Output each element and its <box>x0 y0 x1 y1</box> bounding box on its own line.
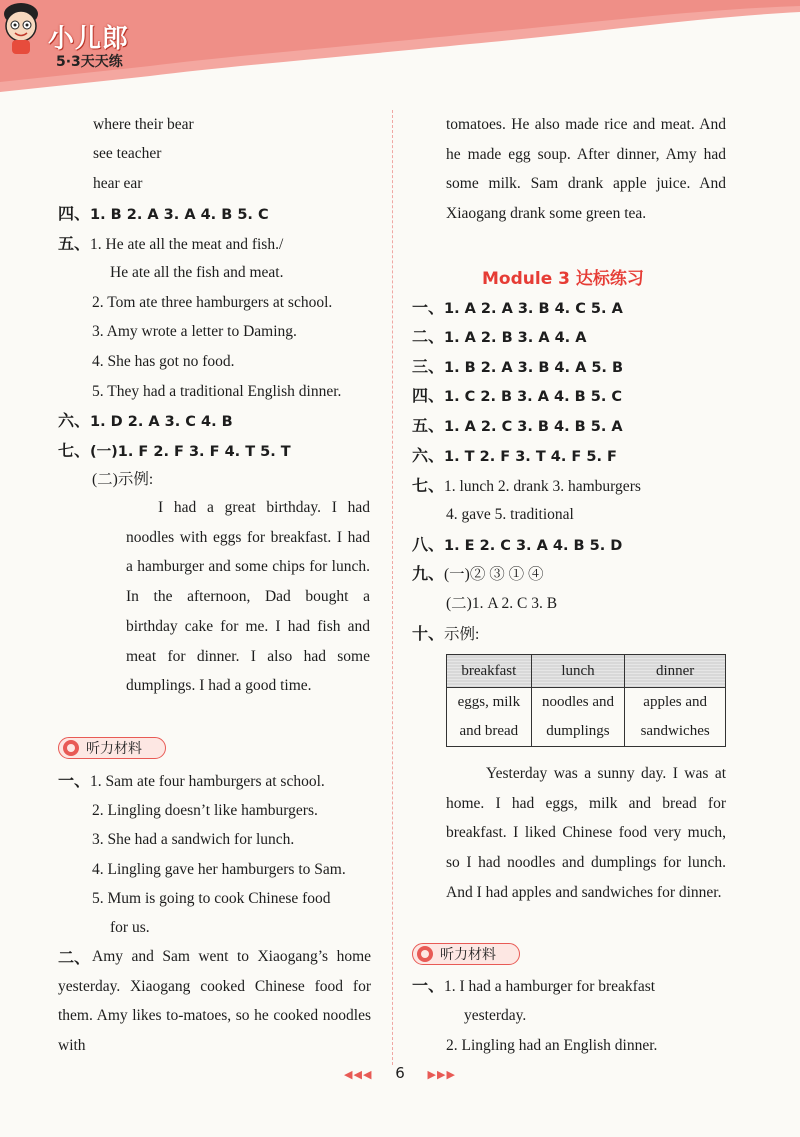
left-arrows-icon: ◀◀◀ <box>344 1068 373 1081</box>
answer-row-10 <box>412 624 479 645</box>
answer-text: 1. T 2. F 3. T 4. F 5. F <box>444 449 617 465</box>
script-continuation: tomatoes. He also made rice and meat. And he made egg soup. After dinner, Amy had some milk. Sam drank apple juice. And Xiaogang drank some green tea. <box>446 116 726 223</box>
script-text: 3. She had a sandwich for lunch. <box>92 831 295 848</box>
answer-text <box>446 594 557 614</box>
table-cell: apples and sandwiches <box>625 688 726 747</box>
brand-logo: 小儿郎 <box>48 24 130 54</box>
essay-paragraph: Yesterday was a sunny day. I was at home. I had eggs, milk and bread for breakfast. I liked Chinese food very much, so I had noodles and dumplings for lunch. And I had apples and sandwiches for dinner. <box>446 765 726 901</box>
table-header: dinner <box>625 655 726 688</box>
section-number: 二、 <box>412 327 445 346</box>
answer-text: 3. Amy wrote a letter to Daming. <box>92 323 297 340</box>
answer-text: 1. lunch 2. drank 3. hamburgers <box>444 478 641 495</box>
word-line: hear ear <box>93 175 143 192</box>
answer-row-4 <box>58 204 269 225</box>
answer-text: 1. A 2. C 3. B 4. B 5. A <box>444 419 623 435</box>
table-header: lunch <box>531 655 625 688</box>
column-divider <box>392 110 393 1065</box>
headphones-icon <box>417 946 433 962</box>
answer-row <box>412 327 586 348</box>
answer-row <box>412 535 622 556</box>
answer-text: 1. C 2. B 3. A 4. B 5. C <box>444 389 623 405</box>
mascot-icon <box>0 0 42 56</box>
table-header-row <box>447 655 726 688</box>
section-number: 一、 <box>412 298 445 317</box>
table-cell: eggs, milk and bread <box>447 688 532 747</box>
section-number: 五、 <box>412 416 445 435</box>
answer-row <box>412 416 623 437</box>
section-number: 四、 <box>412 386 445 405</box>
tag-label: 听力材料 <box>440 947 496 963</box>
answer-text: 4. gave 5. traditional <box>446 506 574 523</box>
answer-text: 1. B 2. A 3. A 4. B 5. C <box>90 207 269 223</box>
script-text: 1. Sam ate four hamburgers at school. <box>90 773 325 790</box>
answer-row <box>412 386 622 407</box>
tag-label: 听力材料 <box>86 741 142 757</box>
section-number-text: 二、 <box>58 948 91 967</box>
section-number: 七、 <box>58 441 91 460</box>
answer-row <box>412 564 543 585</box>
section-number: 七、 <box>412 476 445 495</box>
section-number: 一、 <box>412 976 445 995</box>
example-label: 示例: <box>444 626 480 643</box>
answer-row <box>412 446 617 467</box>
brand-subtitle: 5·3天天练 <box>56 54 123 70</box>
answer-text-inner: (二)1. A 2. C 3. B <box>446 595 558 612</box>
listening-row-1 <box>58 771 325 792</box>
section-number: 六、 <box>58 411 91 430</box>
answer-row <box>412 357 623 378</box>
word-line: see teacher <box>93 145 162 162</box>
answer-text: 4. She has got no food. <box>92 353 235 370</box>
section-number: 五、 <box>58 234 91 253</box>
script-text: 2. Lingling doesn’t like hamburgers. <box>92 802 318 819</box>
answer-text: 2. Tom ate three hamburgers at school. <box>92 294 333 311</box>
answer-text: 1. B 2. A 3. B 4. A 5. B <box>444 360 624 376</box>
table-row <box>447 688 726 747</box>
right-arrows-icon: ▶▶▶ <box>427 1068 456 1081</box>
answer-text: He ate all the fish and meat. <box>110 264 284 281</box>
answer-text: 1. A 2. B 3. A 4. A <box>444 330 587 346</box>
section-number: 四、 <box>58 204 91 223</box>
answer-text: 1. E 2. C 3. A 4. B 5. D <box>444 538 623 554</box>
section-number: 九、 <box>412 564 445 583</box>
answer-text: 1. A 2. A 3. B 4. C 5. A <box>444 301 623 317</box>
word-line: where their bear <box>93 116 194 133</box>
script-text: yesterday. <box>464 1007 527 1024</box>
page-header <box>0 0 800 100</box>
answer-row-7 <box>58 441 291 462</box>
script-text: 2. Lingling had an English dinner. <box>446 1037 658 1054</box>
script-text: 1. I had a hamburger for breakfast <box>444 978 656 995</box>
listening-material-tag <box>412 943 520 965</box>
section-number: 八、 <box>412 535 445 554</box>
table-cell: noodles and dumplings <box>531 688 625 747</box>
section-number: 三、 <box>412 357 445 376</box>
answer-row-5 <box>58 234 283 255</box>
script-paragraph: Amy and Sam went to Xiaogang’s home yesterday. Xiaogang cooked Chinese food for them. Amy likes to-matoes, so he cooked noodles with <box>58 948 371 1055</box>
table-header: breakfast <box>447 655 532 688</box>
answer-row <box>412 298 623 319</box>
listening-row-1 <box>412 976 655 997</box>
section-number: 十、 <box>412 624 445 643</box>
answer-text: (一)② ③ ① ④ <box>444 566 544 583</box>
page-number: 6 <box>395 1064 405 1082</box>
answer-text: (一)1. F 2. F 3. F 4. T 5. T <box>90 444 291 460</box>
headphones-icon <box>63 740 79 756</box>
answer-text: 1. He ate all the meat and fish./ <box>90 236 284 253</box>
module-title: Module 3 达标练习 <box>482 269 644 289</box>
answer-row-6 <box>58 411 233 432</box>
page-footer <box>0 1064 800 1082</box>
listening-material-tag <box>58 737 166 759</box>
answer-text: 1. D 2. A 3. C 4. B <box>90 414 233 430</box>
script-text: for us. <box>110 919 150 936</box>
meal-table <box>446 654 726 747</box>
example-label: (二)示例: <box>92 471 154 488</box>
section-number: 六、 <box>412 446 445 465</box>
answer-row <box>412 476 641 497</box>
answer-text: 5. They had a traditional English dinner. <box>92 383 342 400</box>
section-number: 一、 <box>58 771 91 790</box>
script-text: 4. Lingling gave her hamburgers to Sam. <box>92 861 346 878</box>
script-text: 5. Mum is going to cook Chinese food <box>92 890 331 907</box>
essay-paragraph: I had a great birthday. I had noodles with eggs for breakfast. I had a hamburger and some chips for lunch. In the afternoon, Dad bought a birthday cake for me. I had fish and meat for dinner. I also had some dumplings. I had a good time. <box>126 499 370 695</box>
